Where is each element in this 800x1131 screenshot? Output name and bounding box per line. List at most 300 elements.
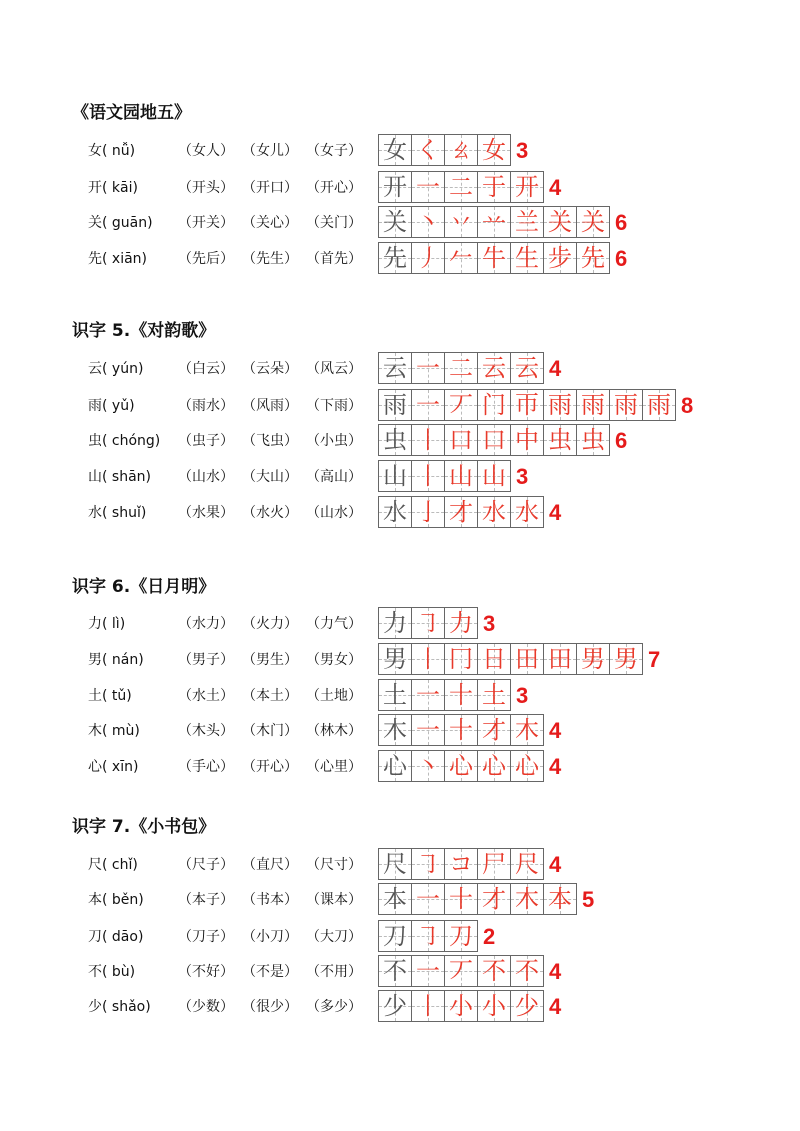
character-row	[0, 955, 800, 987]
main-character: 力	[383, 609, 407, 637]
main-character: 山	[383, 462, 407, 490]
word-example: （关心）	[242, 215, 298, 231]
stroke-step-cell	[510, 389, 544, 421]
stroke-step: 关	[581, 208, 605, 236]
stroke-step: 十	[449, 885, 473, 913]
stroke-step-cell	[444, 171, 478, 203]
section-title: 《语文园地五》	[72, 103, 191, 123]
word-example: （小刀）	[242, 929, 298, 945]
stroke-step: 冂	[449, 645, 473, 673]
stroke-count: 7	[648, 647, 661, 672]
section-title: 识字 6.《日月明》	[72, 577, 216, 597]
word-example: （水土）	[178, 688, 234, 704]
stroke-step-cell	[510, 242, 544, 274]
tian-zi-cell	[378, 171, 412, 203]
stroke-step: 一	[416, 716, 440, 744]
stroke-step-cell	[510, 424, 544, 456]
stroke-step: 口	[482, 426, 506, 454]
stroke-step-cell	[576, 389, 610, 421]
stroke-step: 口	[449, 426, 473, 454]
word-example: （手心）	[178, 759, 234, 775]
main-character: 雨	[383, 391, 407, 419]
stroke-step-cell	[477, 171, 511, 203]
word-example: （本土）	[242, 688, 298, 704]
tian-zi-cell	[378, 206, 412, 238]
character-row	[0, 920, 800, 952]
stroke-step: 丶	[416, 208, 440, 236]
section-title: 识字 5.《对韵歌》	[72, 321, 216, 341]
character-pinyin: 土( tǔ)	[88, 688, 132, 704]
stroke-step-cell	[510, 206, 544, 238]
stroke-count: 3	[516, 464, 529, 489]
tian-zi-cell	[378, 134, 412, 166]
word-example: （女儿）	[242, 143, 298, 159]
stroke-step: 牛	[482, 244, 506, 272]
stroke-step: 山	[482, 462, 506, 490]
stroke-step-cell	[477, 883, 511, 915]
stroke-step: 木	[515, 885, 539, 913]
main-character: 关	[383, 208, 407, 236]
stroke-count: 6	[615, 246, 628, 271]
stroke-step: 二	[449, 173, 473, 201]
stroke-step-cell	[510, 352, 544, 384]
character-pinyin: 少( shǎo)	[88, 999, 151, 1015]
word-example: （水果）	[178, 505, 234, 521]
stroke-step-cell	[444, 848, 478, 880]
character-row	[0, 171, 800, 203]
stroke-step-cell	[411, 460, 445, 492]
character-row	[0, 643, 800, 675]
stroke-step: 丶	[416, 752, 440, 780]
stroke-count: 2	[483, 924, 496, 949]
stroke-step: 尺	[515, 850, 539, 878]
stroke-step-cell	[477, 389, 511, 421]
stroke-step-cell	[411, 679, 445, 711]
character-row	[0, 883, 800, 915]
word-example: （飞虫）	[242, 433, 298, 449]
word-example: （少数）	[178, 999, 234, 1015]
stroke-count: 4	[549, 356, 562, 381]
stroke-step: ㇆	[416, 922, 440, 950]
word-example: （关门）	[306, 215, 362, 231]
main-character: 心	[383, 752, 407, 780]
word-example: （尺子）	[178, 857, 234, 873]
stroke-step: 十	[449, 681, 473, 709]
main-character: 先	[383, 244, 407, 272]
word-example: （木头）	[178, 723, 234, 739]
stroke-step: 男	[614, 645, 638, 673]
character-row	[0, 206, 800, 238]
stroke-count: 3	[516, 683, 529, 708]
word-example: （很少）	[242, 999, 298, 1015]
stroke-step: 生	[515, 244, 539, 272]
stroke-step-cell	[411, 389, 445, 421]
stroke-step: 小	[449, 992, 473, 1020]
stroke-count: 4	[549, 959, 562, 984]
stroke-step-cell	[510, 848, 544, 880]
stroke-step-cell	[444, 679, 478, 711]
stroke-step-cell	[609, 389, 643, 421]
character-row	[0, 134, 800, 166]
tian-zi-cell	[378, 424, 412, 456]
character-pinyin: 云( yún)	[88, 361, 144, 377]
stroke-order-grid	[378, 679, 528, 711]
stroke-order-grid	[378, 607, 495, 639]
stroke-step: 心	[449, 752, 473, 780]
word-example: （虫子）	[178, 433, 234, 449]
stroke-step-cell	[543, 242, 577, 274]
tian-zi-cell	[378, 352, 412, 384]
character-pinyin: 先( xiān)	[88, 251, 148, 267]
stroke-step: 少	[515, 992, 539, 1020]
character-pinyin: 不( bù)	[88, 964, 136, 980]
stroke-order-grid	[378, 750, 561, 782]
stroke-step: 关	[548, 208, 572, 236]
stroke-step: 丿	[416, 244, 440, 272]
stroke-step-cell	[444, 496, 478, 528]
stroke-step-cell	[444, 714, 478, 746]
tian-zi-cell	[378, 714, 412, 746]
stroke-step-cell	[411, 643, 445, 675]
stroke-step: 丆	[449, 391, 473, 419]
stroke-step: 门	[482, 391, 506, 419]
main-character: 水	[383, 498, 407, 526]
stroke-step: 十	[449, 716, 473, 744]
word-example: （女子）	[306, 143, 362, 159]
word-example: （山水）	[178, 469, 234, 485]
word-example: （课本）	[306, 892, 362, 908]
character-row	[0, 679, 800, 711]
stroke-step-cell	[477, 714, 511, 746]
stroke-step-cell	[444, 607, 478, 639]
main-character: 木	[383, 716, 407, 744]
stroke-count: 3	[483, 611, 496, 636]
stroke-count: 4	[549, 754, 562, 779]
stroke-step-cell	[411, 750, 445, 782]
word-example: （男子）	[178, 652, 234, 668]
stroke-step-cell	[576, 242, 610, 274]
stroke-step-cell	[543, 643, 577, 675]
stroke-step-cell	[510, 496, 544, 528]
word-example: （风雨）	[242, 398, 298, 414]
stroke-step: 山	[449, 462, 473, 490]
word-example: （男女）	[306, 652, 362, 668]
tian-zi-cell	[378, 990, 412, 1022]
character-pinyin: 木( mù)	[88, 723, 140, 739]
main-character: 刀	[383, 922, 407, 950]
word-example: （开关）	[178, 215, 234, 231]
stroke-order-grid	[378, 352, 561, 384]
word-example: （云朵）	[242, 361, 298, 377]
stroke-step-cell	[609, 643, 643, 675]
stroke-step: 虫	[581, 426, 605, 454]
stroke-step-cell	[411, 134, 445, 166]
stroke-step-cell	[477, 990, 511, 1022]
character-row	[0, 714, 800, 746]
stroke-step: 本	[548, 885, 572, 913]
stroke-step-cell	[576, 206, 610, 238]
stroke-step-cell	[411, 424, 445, 456]
stroke-step: 帀	[515, 391, 539, 419]
stroke-step: 不	[515, 957, 539, 985]
stroke-step: 云	[482, 354, 506, 382]
stroke-step-cell	[411, 607, 445, 639]
word-example: （直尺）	[242, 857, 298, 873]
word-example: （水火）	[242, 505, 298, 521]
character-row	[0, 389, 800, 421]
word-example: （尺寸）	[306, 857, 362, 873]
stroke-order-grid	[378, 242, 627, 274]
word-example: （林木）	[306, 723, 362, 739]
section-title: 识字 7.《小书包》	[72, 817, 216, 837]
word-example: （开心）	[242, 759, 298, 775]
tian-zi-cell	[378, 883, 412, 915]
main-character: 虫	[383, 426, 407, 454]
stroke-step: 二	[449, 354, 473, 382]
stroke-step-cell	[510, 990, 544, 1022]
stroke-step: 一	[416, 681, 440, 709]
stroke-count: 4	[549, 994, 562, 1019]
character-pinyin: 关( guān)	[88, 215, 153, 231]
word-example: （白云）	[178, 361, 234, 377]
word-example: （雨水）	[178, 398, 234, 414]
main-character: 尺	[383, 850, 407, 878]
character-pinyin: 雨( yǔ)	[88, 398, 135, 414]
stroke-step-cell	[543, 883, 577, 915]
stroke-step: 心	[482, 752, 506, 780]
main-character: 不	[383, 957, 407, 985]
stroke-step: 女	[482, 136, 506, 164]
tian-zi-cell	[378, 750, 412, 782]
stroke-step: ㇆	[416, 850, 440, 878]
tian-zi-cell	[378, 643, 412, 675]
tian-zi-cell	[378, 496, 412, 528]
character-pinyin: 男( nán)	[88, 652, 144, 668]
stroke-step-cell	[510, 714, 544, 746]
stroke-step: 心	[515, 752, 539, 780]
main-character: 男	[383, 645, 407, 673]
stroke-step-cell	[411, 990, 445, 1022]
stroke-step-cell	[477, 496, 511, 528]
stroke-step: ㄠ	[449, 136, 473, 164]
stroke-order-grid	[378, 460, 528, 492]
stroke-count: 4	[549, 718, 562, 743]
stroke-step-cell	[444, 134, 478, 166]
stroke-step-cell	[411, 883, 445, 915]
stroke-step-cell	[510, 883, 544, 915]
stroke-count: 6	[615, 428, 628, 453]
stroke-step-cell	[477, 848, 511, 880]
stroke-step-cell	[477, 206, 511, 238]
stroke-step-cell	[411, 352, 445, 384]
stroke-step: 水	[515, 498, 539, 526]
stroke-step: 水	[482, 498, 506, 526]
stroke-step-cell	[444, 920, 478, 952]
word-example: （小虫）	[306, 433, 362, 449]
stroke-order-grid	[378, 171, 561, 203]
stroke-step: 尸	[482, 850, 506, 878]
stroke-step: 才	[482, 885, 506, 913]
stroke-step: コ	[449, 850, 473, 878]
stroke-step: 𠂉	[449, 244, 473, 272]
stroke-order-grid	[378, 955, 561, 987]
stroke-step: 云	[515, 354, 539, 382]
main-character: 少	[383, 992, 407, 1020]
stroke-order-grid	[378, 206, 627, 238]
stroke-order-grid	[378, 134, 528, 166]
character-pinyin: 刀( dāo)	[88, 929, 144, 945]
stroke-step-cell	[444, 424, 478, 456]
stroke-step: 丨	[416, 462, 440, 490]
stroke-step: 䒑	[482, 208, 506, 236]
tian-zi-cell	[378, 848, 412, 880]
stroke-order-grid	[378, 389, 693, 421]
main-character: 云	[383, 354, 407, 382]
word-example: （男生）	[242, 652, 298, 668]
stroke-count: 6	[615, 210, 628, 235]
word-example: （大山）	[242, 469, 298, 485]
stroke-step: 小	[482, 992, 506, 1020]
stroke-step-cell	[411, 206, 445, 238]
character-pinyin: 尺( chǐ)	[88, 857, 138, 873]
word-example: （书本）	[242, 892, 298, 908]
stroke-step: 兰	[515, 208, 539, 236]
main-character: 女	[383, 136, 407, 164]
stroke-step-cell	[642, 389, 676, 421]
character-row	[0, 750, 800, 782]
stroke-step-cell	[444, 460, 478, 492]
stroke-step-cell	[411, 242, 445, 274]
tian-zi-cell	[378, 920, 412, 952]
stroke-step-cell	[477, 643, 511, 675]
tian-zi-cell	[378, 679, 412, 711]
stroke-step-cell	[444, 352, 478, 384]
stroke-order-grid	[378, 883, 594, 915]
word-example: （土地）	[306, 688, 362, 704]
character-row	[0, 242, 800, 274]
stroke-step: 木	[515, 716, 539, 744]
stroke-step: 不	[482, 957, 506, 985]
stroke-step: 开	[515, 173, 539, 201]
stroke-step: 一	[416, 885, 440, 913]
word-example: （首先）	[306, 251, 362, 267]
stroke-step-cell	[444, 643, 478, 675]
stroke-order-grid	[378, 920, 495, 952]
stroke-step: 丆	[449, 957, 473, 985]
stroke-step-cell	[510, 171, 544, 203]
character-row	[0, 460, 800, 492]
stroke-step-cell	[411, 848, 445, 880]
stroke-step: 田	[515, 645, 539, 673]
stroke-step-cell	[477, 242, 511, 274]
stroke-step-cell	[444, 206, 478, 238]
stroke-step: 于	[482, 173, 506, 201]
stroke-step: 丨	[416, 992, 440, 1020]
stroke-step: 日	[482, 645, 506, 673]
word-example: （下雨）	[306, 398, 362, 414]
stroke-step-cell	[411, 955, 445, 987]
word-example: （火力）	[242, 616, 298, 632]
tian-zi-cell	[378, 242, 412, 274]
stroke-step: 一	[416, 173, 440, 201]
stroke-step-cell	[444, 955, 478, 987]
stroke-step-cell	[444, 389, 478, 421]
word-example: （力气）	[306, 616, 362, 632]
stroke-count: 4	[549, 175, 562, 200]
character-pinyin: 水( shuǐ)	[88, 505, 147, 521]
word-example: （刀子）	[178, 929, 234, 945]
word-example: （先生）	[242, 251, 298, 267]
word-example: （本子）	[178, 892, 234, 908]
stroke-step-cell	[444, 990, 478, 1022]
main-character: 开	[383, 173, 407, 201]
character-row	[0, 848, 800, 880]
word-example: （开头）	[178, 180, 234, 196]
stroke-count: 4	[549, 852, 562, 877]
stroke-step-cell	[444, 242, 478, 274]
stroke-step-cell	[477, 955, 511, 987]
stroke-step-cell	[477, 679, 511, 711]
stroke-order-grid	[378, 424, 627, 456]
character-row	[0, 607, 800, 639]
stroke-step: 一	[416, 957, 440, 985]
stroke-step: 亅	[416, 498, 440, 526]
stroke-order-grid	[378, 714, 561, 746]
stroke-count: 4	[549, 500, 562, 525]
stroke-step: 田	[548, 645, 572, 673]
stroke-count: 5	[582, 887, 595, 912]
word-example: （心里）	[306, 759, 362, 775]
character-row	[0, 424, 800, 456]
stroke-step-cell	[477, 134, 511, 166]
stroke-step-cell	[477, 424, 511, 456]
stroke-order-grid	[378, 643, 660, 675]
stroke-step-cell	[411, 171, 445, 203]
word-example: （先后）	[178, 251, 234, 267]
word-example: （水力）	[178, 616, 234, 632]
stroke-step: 雨	[548, 391, 572, 419]
word-example: （木门）	[242, 723, 298, 739]
word-example: （风云）	[306, 361, 362, 377]
character-pinyin: 心( xīn)	[88, 759, 139, 775]
stroke-step: 刀	[449, 922, 473, 950]
stroke-count: 8	[681, 393, 694, 418]
main-character: 本	[383, 885, 407, 913]
tian-zi-cell	[378, 389, 412, 421]
word-example: （高山）	[306, 469, 362, 485]
stroke-step: く	[416, 136, 440, 164]
stroke-step-cell	[543, 206, 577, 238]
stroke-order-grid	[378, 496, 561, 528]
stroke-count: 3	[516, 138, 529, 163]
stroke-step: 先	[581, 244, 605, 272]
stroke-step-cell	[510, 643, 544, 675]
stroke-step: 丨	[416, 645, 440, 673]
stroke-step-cell	[411, 496, 445, 528]
stroke-order-grid	[378, 848, 561, 880]
stroke-step: 一	[416, 391, 440, 419]
stroke-step: 丷	[449, 208, 473, 236]
stroke-step: 一	[416, 354, 440, 382]
word-example: （不是）	[242, 964, 298, 980]
word-example: （开心）	[306, 180, 362, 196]
stroke-step-cell	[477, 352, 511, 384]
stroke-step-cell	[576, 643, 610, 675]
stroke-step-cell	[444, 883, 478, 915]
stroke-step: 中	[515, 426, 539, 454]
stroke-step: 力	[449, 609, 473, 637]
word-example: （开口）	[242, 180, 298, 196]
